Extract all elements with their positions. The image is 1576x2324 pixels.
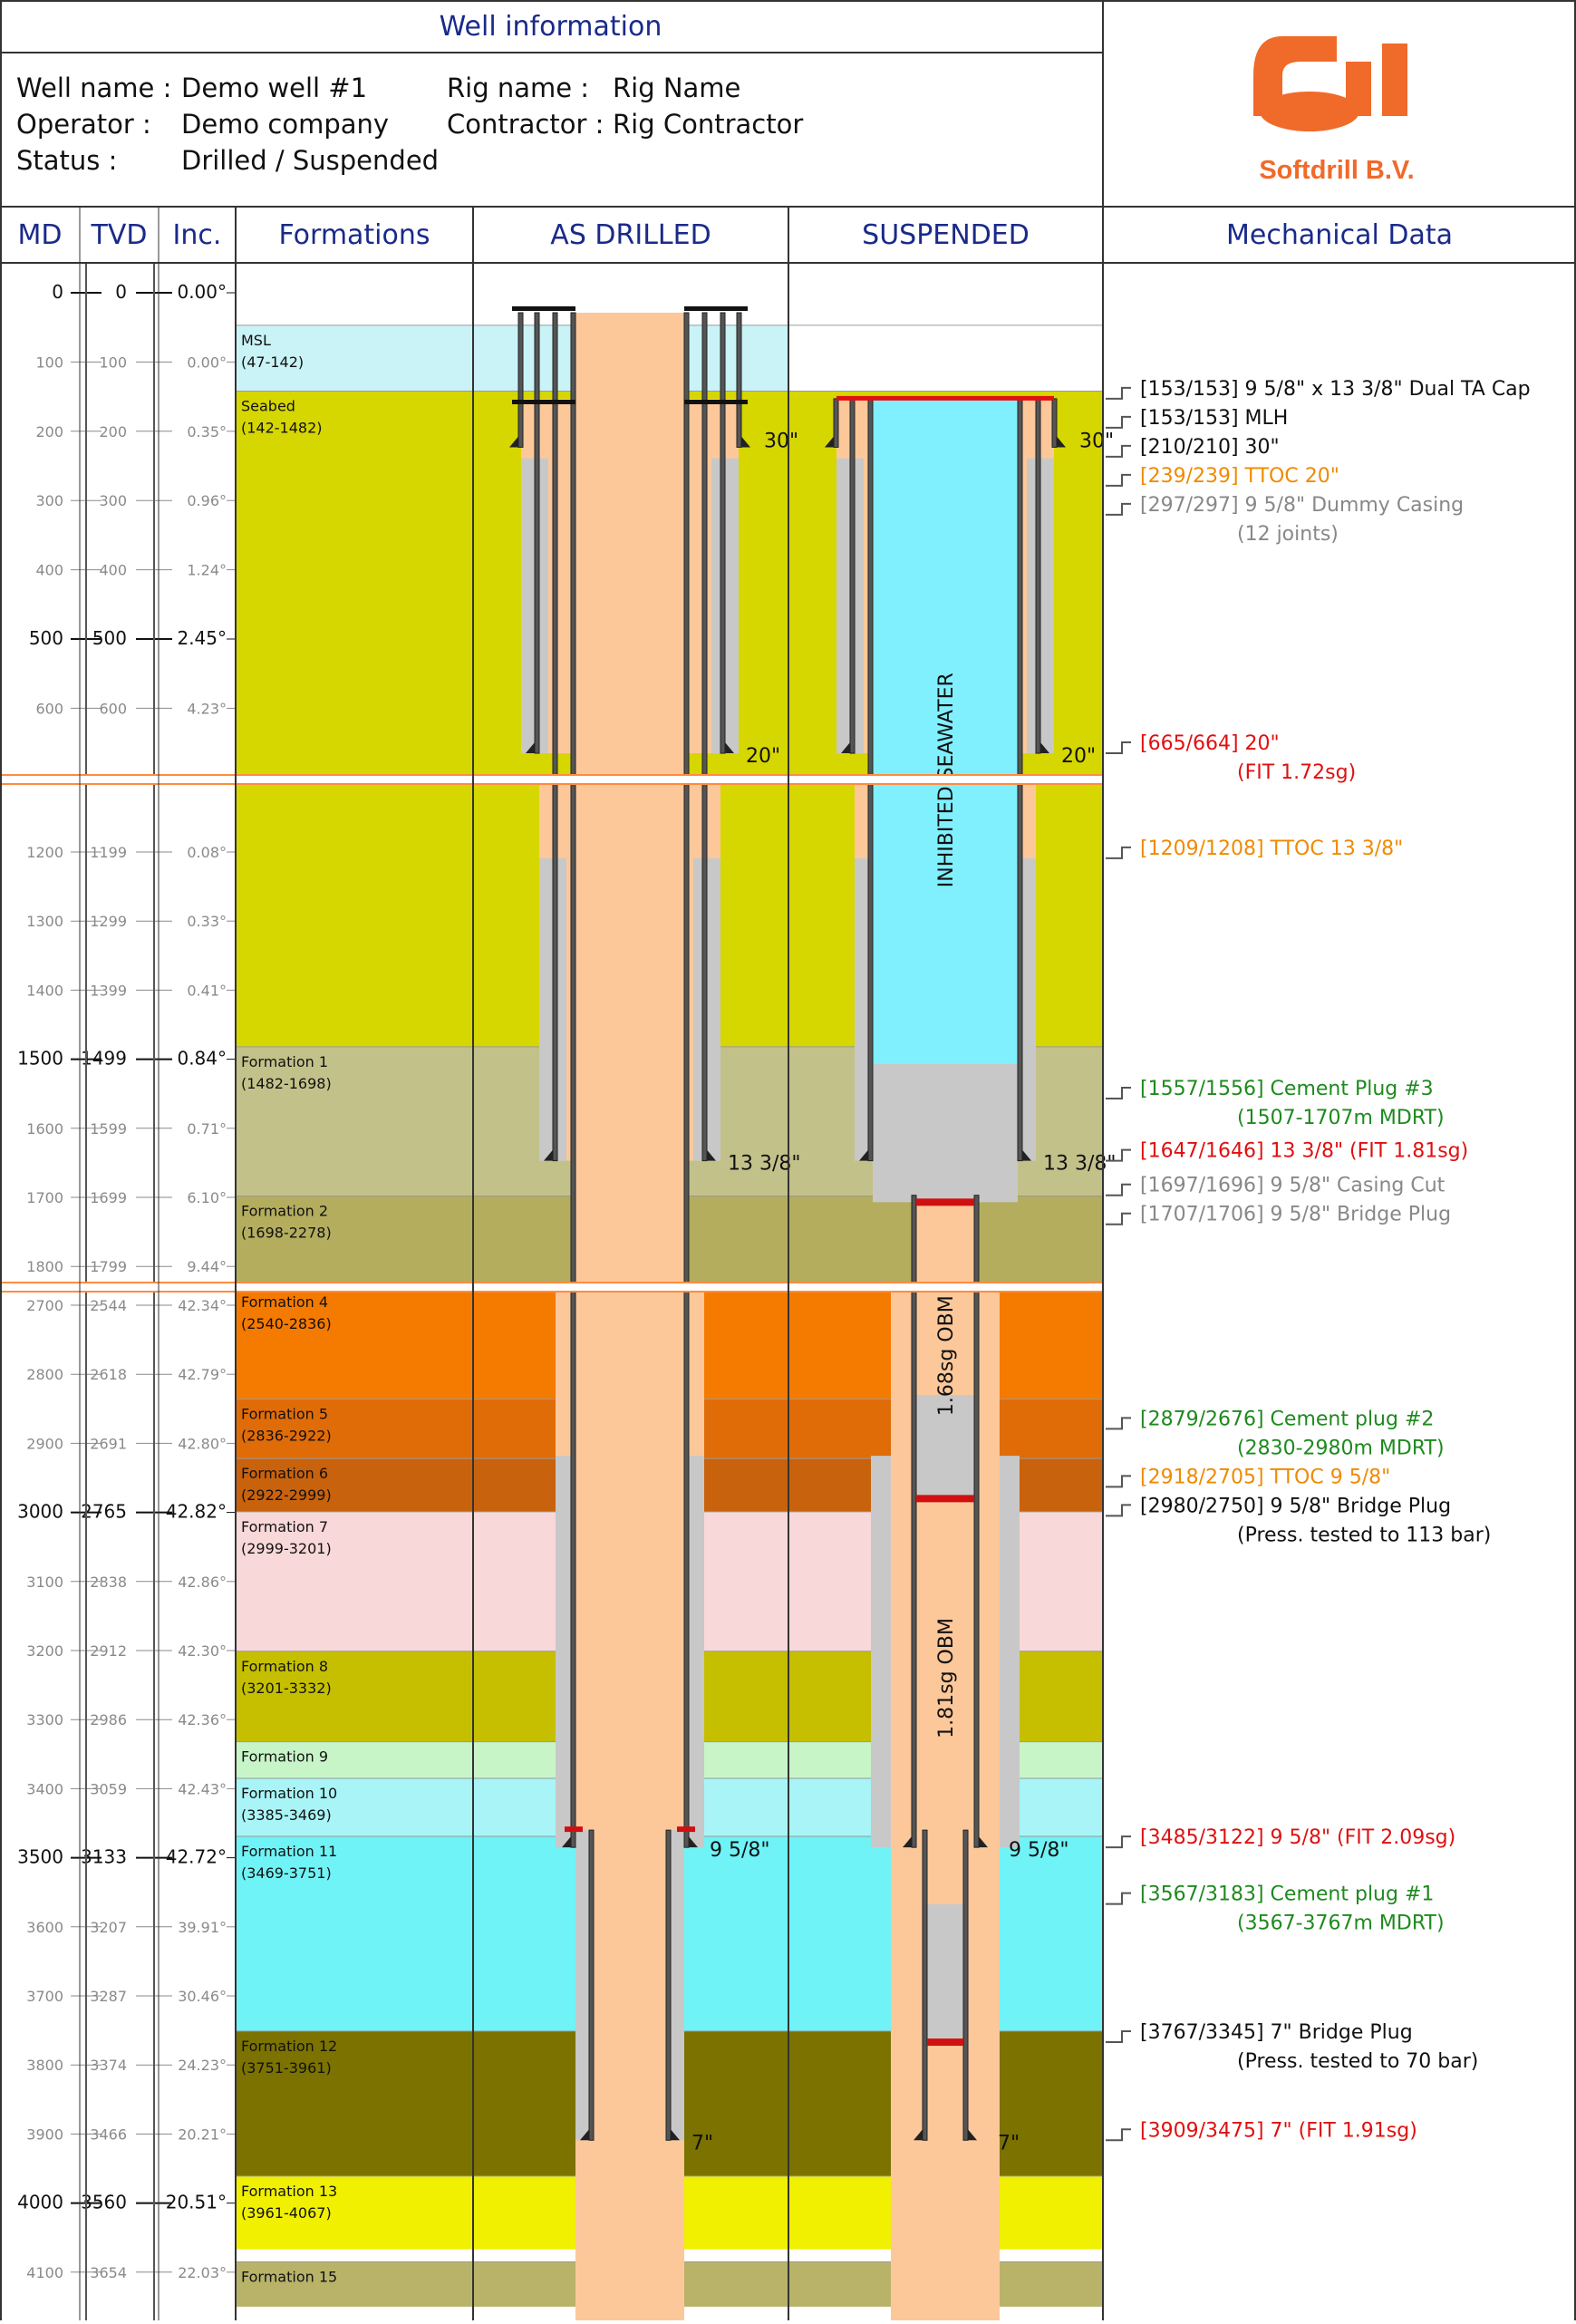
casing-20in-right — [720, 313, 725, 753]
formation-name: Formation 13 — [241, 2182, 338, 2200]
mechanical-text: [153/153] MLH — [1140, 406, 1289, 430]
md-value: 1400 — [26, 982, 63, 1000]
col-header-md: MD — [17, 219, 63, 251]
inc-value: 42.36° — [178, 1711, 227, 1729]
md-value: 2700 — [26, 1297, 63, 1314]
susp-casing-7in-left — [923, 1830, 927, 2140]
tvd-value: 3560 — [81, 2191, 127, 2213]
mechanical-leader — [1106, 475, 1131, 486]
susp-9-grey-right — [1000, 1456, 1020, 1847]
formation-range: (2836-2922) — [241, 1427, 332, 1445]
md-value: 3500 — [17, 1845, 63, 1868]
tvd-value: 2544 — [90, 1297, 127, 1314]
mechanical-text: (3567-3767m MDRT) — [1237, 1912, 1445, 1935]
tvd-value: 600 — [99, 700, 127, 718]
liner-hanger-left — [565, 1826, 583, 1832]
inc-value: 20.21° — [178, 2125, 227, 2144]
wellhead-right — [684, 306, 748, 311]
formation-range: (3961-4067) — [241, 2203, 332, 2222]
mechanical-leader — [1106, 1088, 1131, 1099]
tvd-value: 0 — [115, 281, 127, 303]
mechanical-leader — [1106, 1836, 1131, 1847]
mechanical-text: [3909/3475] 7" (FIT 1.91sg) — [1140, 2119, 1417, 2143]
inc-value: 4.23° — [187, 700, 227, 718]
casing-9in-right — [684, 313, 689, 1847]
susp-9-grey-left — [871, 1456, 891, 1847]
md-value: 3600 — [26, 1918, 63, 1936]
tvd-value: 500 — [92, 627, 127, 649]
formation-range: (2540-2836) — [241, 1315, 332, 1332]
formation-name: Formation 10 — [241, 1784, 338, 1802]
well-information-title: Well information — [439, 11, 662, 43]
mechanical-text: [1697/1696] 9 5/8" Casing Cut — [1140, 1174, 1445, 1197]
inc-value: 2.45° — [177, 627, 227, 649]
mechanical-leader — [1106, 388, 1131, 399]
inc-value: 42.86° — [178, 1573, 227, 1591]
casing-size-label: 30" — [764, 430, 799, 453]
md-value: 3900 — [26, 2125, 63, 2144]
casing-13in-left — [553, 313, 557, 1161]
mechanical-leader — [1106, 847, 1131, 858]
tvd-value: 3287 — [90, 1988, 127, 2005]
inc-value: 9.44° — [187, 1258, 227, 1276]
md-value: 3100 — [26, 1573, 63, 1591]
well-name-value: Demo well #1 — [181, 73, 368, 103]
susp-casing-size-label: 20" — [1061, 745, 1097, 769]
mlh-left — [512, 400, 575, 404]
wellhead-left — [512, 306, 575, 311]
tvd-value: 3207 — [90, 1918, 127, 1936]
formation-range: (3385-3469) — [241, 1806, 332, 1824]
md-value: 1600 — [26, 1119, 63, 1138]
tvd-value: 1399 — [90, 982, 127, 1000]
susp-casing-30in-left — [834, 399, 838, 448]
formation-range: (3751-3961) — [241, 2058, 332, 2077]
col-header-as-drilled: AS DRILLED — [550, 219, 711, 251]
formation-range: (3201-3332) — [241, 1679, 332, 1697]
rig-name-label: Rig name : — [447, 73, 590, 103]
susp-casing-size-label: 7" — [998, 2132, 1020, 2155]
susp-casing-9in-right — [974, 1196, 979, 1847]
tvd-value: 1699 — [90, 1189, 127, 1206]
susp-casing-size-label: 9 5/8" — [1009, 1839, 1069, 1863]
tvd-value: 2691 — [90, 1435, 127, 1453]
mechanical-text: [1707/1706] 9 5/8" Bridge Plug — [1140, 1203, 1452, 1226]
bridge-plug — [927, 2038, 963, 2046]
inc-value: 0.35° — [187, 422, 227, 441]
casing-20in-left — [535, 313, 539, 753]
obm-181-label: 1.81sg OBM — [935, 1618, 958, 1738]
md-value: 3400 — [26, 1780, 63, 1798]
operator-label: Operator : — [16, 109, 151, 140]
md-value: 1200 — [26, 844, 63, 861]
mechanical-leader — [1106, 742, 1131, 753]
tvd-value: 2986 — [90, 1711, 127, 1729]
formation-name: Formation 1 — [241, 1052, 329, 1070]
susp-casing-20in-left — [850, 399, 855, 753]
tvd-value: 2618 — [90, 1366, 127, 1384]
tvd-value: 400 — [99, 561, 127, 579]
mechanical-leader — [1106, 1185, 1131, 1196]
mechanical-leader — [1106, 1893, 1131, 1904]
inc-value: 0.41° — [187, 982, 227, 1000]
tvd-value: 3133 — [81, 1845, 127, 1868]
casing-size-label: 13 3/8" — [728, 1152, 801, 1176]
casing-size-label: 7" — [691, 2132, 714, 2155]
formation-name: Formation 2 — [241, 1202, 329, 1220]
md-value: 1500 — [17, 1047, 63, 1070]
inc-value: 20.51° — [165, 2191, 227, 2213]
mechanical-text: [3567/3183] Cement plug #1 — [1140, 1883, 1435, 1906]
mechanical-text: (1507-1707m MDRT) — [1237, 1107, 1445, 1130]
inc-value: 39.91° — [178, 1918, 227, 1936]
inc-value: 6.10° — [187, 1189, 227, 1206]
obm-168-label: 1.68sg OBM — [935, 1295, 958, 1417]
tvd-value: 3374 — [90, 2057, 127, 2075]
md-value: 200 — [35, 422, 63, 441]
inc-value: 24.23° — [178, 2057, 227, 2075]
md-value: 0 — [52, 281, 63, 303]
operator-value: Demo company — [181, 109, 390, 140]
mechanical-text: (Press. tested to 70 bar) — [1237, 2050, 1479, 2074]
formation-name: Formation 12 — [241, 2037, 338, 2055]
formation-name: Formation 8 — [241, 1657, 329, 1675]
liner-hanger-right — [677, 1826, 695, 1832]
mechanical-leader — [1106, 2031, 1131, 2042]
softdrill-logo-mark — [1246, 25, 1427, 152]
md-value: 2800 — [26, 1366, 63, 1384]
susp-9in-upper — [916, 1202, 974, 1287]
md-value: 600 — [35, 700, 63, 718]
bridge-plug — [916, 1198, 974, 1206]
mechanical-text: [153/153] 9 5/8" x 13 3/8" Dual TA Cap — [1140, 377, 1531, 401]
formation-name: Seabed — [241, 397, 295, 415]
mechanical-leader — [1106, 417, 1131, 428]
mechanical-text: [210/210] 30" — [1140, 435, 1280, 459]
inc-value: 0.96° — [187, 492, 227, 510]
softdrill-logo — [1246, 25, 1427, 152]
col-header-suspended: SUSPENDED — [862, 219, 1030, 251]
mechanical-text: [2879/2676] Cement plug #2 — [1140, 1408, 1435, 1431]
tvd-value: 1599 — [90, 1119, 127, 1138]
casing-30in-right — [737, 313, 741, 447]
md-value: 3800 — [26, 2057, 63, 2075]
casing-13in-right — [702, 313, 707, 1161]
open-hole-fill — [603, 2140, 657, 2320]
md-value: 3700 — [26, 1988, 63, 2005]
md-value: 4100 — [26, 2263, 63, 2281]
well-name-label: Well name : — [16, 73, 172, 103]
formation-name: MSL — [241, 331, 271, 349]
formation-range: (3469-3751) — [241, 1864, 332, 1882]
inc-value: 0.00° — [177, 281, 227, 303]
tvd-value: 3466 — [90, 2125, 127, 2144]
inc-value: 0.71° — [187, 1119, 227, 1138]
casing-size-label: 9 5/8" — [710, 1839, 770, 1863]
mechanical-text: [297/297] 9 5/8" Dummy Casing — [1140, 493, 1465, 517]
susp-casing-30in-right — [1052, 399, 1057, 448]
formation-range: (2922-2999) — [241, 1486, 332, 1505]
mechanical-text: [665/664] 20" — [1140, 732, 1280, 756]
mechanical-text: (12 joints) — [1237, 522, 1339, 546]
md-value: 1700 — [26, 1189, 63, 1206]
formation-range: (47-142) — [241, 353, 305, 371]
md-value: 100 — [35, 353, 63, 372]
md-value: 400 — [35, 561, 63, 579]
status-label: Status : — [16, 145, 118, 176]
casing-30in-left — [518, 313, 523, 447]
tvd-value: 100 — [99, 353, 127, 372]
tvd-value: 3059 — [90, 1780, 127, 1798]
md-value: 500 — [28, 627, 63, 649]
mechanical-text: [3485/3122] 9 5/8" (FIT 2.09sg) — [1140, 1826, 1456, 1850]
susp-casing-size-label: 13 3/8" — [1043, 1152, 1117, 1176]
inc-value: 1.24° — [187, 561, 227, 579]
casing-size-label: 20" — [746, 745, 781, 769]
formation-name: Formation 9 — [241, 1748, 329, 1766]
inc-value: 42.82° — [165, 1500, 227, 1523]
md-value: 1300 — [26, 913, 63, 931]
col-header-formations: Formations — [278, 219, 430, 251]
mechanical-text: (FIT 1.72sg) — [1237, 761, 1357, 785]
contractor-value: Rig Contractor — [613, 109, 804, 140]
inc-value: 42.30° — [178, 1642, 227, 1660]
tvd-value: 1299 — [90, 913, 127, 931]
casing-9in-left — [571, 313, 575, 1847]
md-value: 3000 — [17, 1500, 63, 1523]
mechanical-text: [1209/1208] TTOC 13 3/8" — [1140, 837, 1404, 860]
tvd-value: 2912 — [90, 1642, 127, 1660]
mechanical-leader — [1106, 1418, 1131, 1428]
inc-value: 42.79° — [178, 1366, 227, 1384]
col-header-mechanical-data: Mechanical Data — [1226, 219, 1453, 251]
inc-value: 22.03° — [178, 2263, 227, 2281]
mechanical-text: [1647/1646] 13 3/8" (FIT 1.81sg) — [1140, 1139, 1469, 1163]
formation-range: (1482-1698) — [241, 1074, 332, 1092]
inc-value: 42.72° — [165, 1845, 227, 1868]
formation-name: Formation 4 — [241, 1293, 329, 1311]
casing-7in-right — [666, 1830, 671, 2140]
mechanical-text: [239/239] TTOC 20" — [1140, 464, 1339, 488]
formation-name: Formation 11 — [241, 1842, 338, 1860]
mechanical-text: (Press. tested to 113 bar) — [1237, 1524, 1492, 1547]
mechanical-text: [2918/2705] TTOC 9 5/8" — [1140, 1466, 1391, 1489]
tvd-value: 3654 — [90, 2263, 127, 2281]
dual-ta-cap — [836, 396, 1054, 401]
status-value: Drilled / Suspended — [181, 145, 440, 176]
mechanical-text: [1557/1556] Cement Plug #3 — [1140, 1078, 1434, 1101]
mechanical-text: [3767/3345] 7" Bridge Plug — [1140, 2021, 1413, 2045]
col-header-tvd: TVD — [91, 219, 148, 251]
inc-value: 42.43° — [178, 1780, 227, 1798]
susp-casing-size-label: 30" — [1079, 430, 1115, 453]
inc-value: 42.80° — [178, 1435, 227, 1453]
mechanical-data — [1106, 378, 1531, 2142]
cement-plug-1 — [927, 1904, 963, 2042]
tvd-value: 1499 — [81, 1047, 127, 1070]
tvd-value: 300 — [99, 492, 127, 510]
mechanical-leader — [1106, 1505, 1131, 1515]
mechanical-text: (2830-2980m MDRT) — [1237, 1437, 1445, 1460]
inc-value: 0.08° — [187, 844, 227, 861]
md-value: 300 — [35, 492, 63, 510]
inc-value: 0.33° — [187, 913, 227, 931]
susp-casing-9in-left — [912, 1196, 916, 1847]
tvd-value: 2765 — [81, 1500, 127, 1523]
inc-value: 0.00° — [187, 353, 227, 372]
md-value: 1800 — [26, 1258, 63, 1276]
mechanical-text: [2980/2750] 9 5/8" Bridge Plug — [1140, 1495, 1452, 1518]
formation-name: Formation 15 — [241, 2268, 338, 2286]
inc-value: 42.34° — [178, 1297, 227, 1314]
mlh-right — [684, 400, 748, 404]
mechanical-leader — [1106, 2129, 1131, 2140]
softdrill-logo-text: Softdrill B.V. — [1259, 156, 1415, 185]
formation-band — [236, 391, 473, 1046]
rig-name-value: Rig Name — [613, 73, 741, 103]
formation-range: (1698-2278) — [241, 1224, 332, 1242]
formation-name: Formation 5 — [241, 1405, 329, 1423]
formation-range: (2999-3201) — [241, 1539, 332, 1557]
md-value: 3300 — [26, 1711, 63, 1729]
md-value: 3200 — [26, 1642, 63, 1660]
susp-casing-20in-right — [1036, 399, 1040, 753]
tvd-value: 200 — [99, 422, 127, 441]
formation-name: Formation 7 — [241, 1517, 329, 1535]
cement-plug-3 — [873, 1064, 1018, 1202]
tvd-value: 1199 — [90, 844, 127, 861]
inc-value: 30.46° — [178, 1988, 227, 2005]
inc-value: 0.84° — [177, 1047, 227, 1070]
casing-7in-left — [589, 1830, 594, 2140]
bridge-plug — [916, 1495, 974, 1502]
tvd-value: 1799 — [90, 1258, 127, 1276]
formation-range: (142-1482) — [241, 419, 323, 437]
tvd-value: 2838 — [90, 1573, 127, 1591]
md-value: 2900 — [26, 1435, 63, 1453]
susp-7in-fill — [891, 1830, 1000, 2320]
formation-name: Formation 6 — [241, 1465, 329, 1483]
md-value: 4000 — [17, 2191, 63, 2213]
mechanical-leader — [1106, 1214, 1131, 1225]
mechanical-leader — [1106, 504, 1131, 515]
col-header-inc: Inc. — [172, 219, 222, 251]
annulus-9in-fill — [556, 1287, 704, 1847]
contractor-label: Contractor : — [447, 109, 604, 140]
susp-casing-7in-right — [963, 1830, 968, 2140]
mechanical-leader — [1106, 1476, 1131, 1486]
